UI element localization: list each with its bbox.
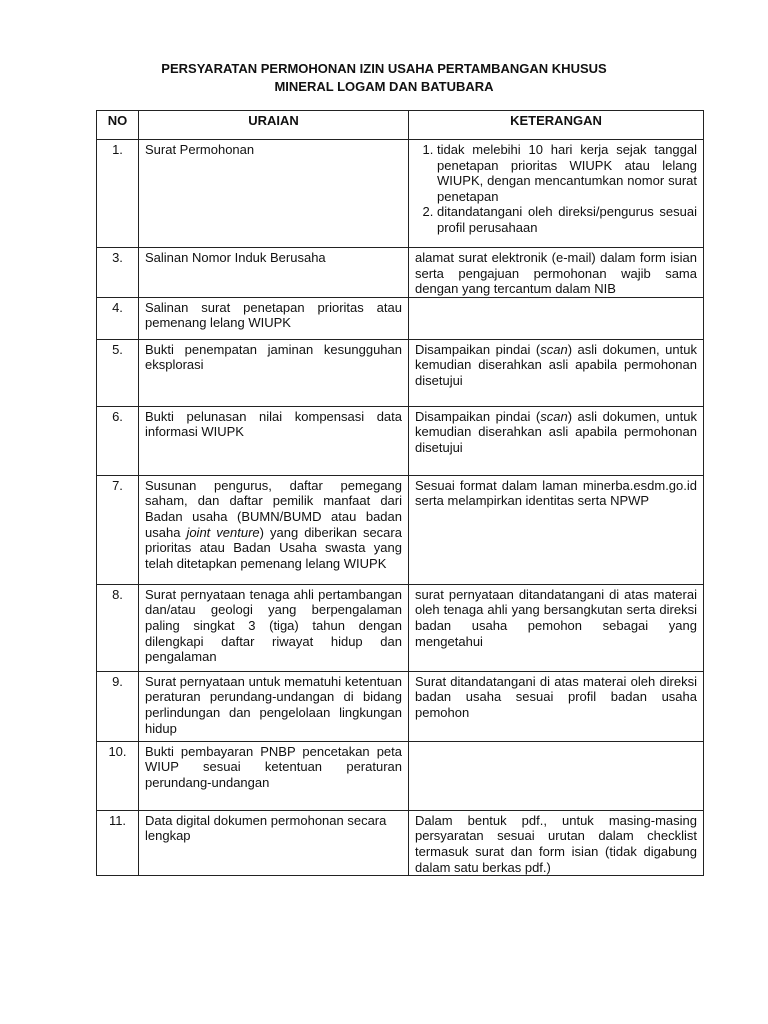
row-uraian: Data digital dokumen permohonan secara lengkap bbox=[139, 810, 409, 875]
row-number: 11. bbox=[97, 810, 139, 875]
table-row bbox=[97, 584, 704, 671]
row-keterangan bbox=[409, 741, 704, 810]
table-row bbox=[97, 339, 704, 406]
list-item: 1. tidak melebihi 10 hari kerja sejak tanggal penetapan prioritas WIUPK atau lelang WIUPK, dengan mencantumkan nomor surat penetapan bbox=[437, 142, 697, 204]
keterangan-text: Disampaikan pindai ( bbox=[415, 341, 541, 357]
table-row bbox=[97, 248, 704, 298]
row-keterangan bbox=[409, 339, 704, 406]
row-number: 7. bbox=[97, 475, 139, 584]
row-keterangan: Surat ditandatangani di atas materai oleh direksi badan usaha sesuai profil badan usaha pemohon bbox=[409, 671, 704, 741]
row-number: 3. bbox=[97, 248, 139, 298]
row-keterangan: surat pernyataan ditandatangani di atas materai oleh tenaga ahli yang bersangkutan serta direksi badan usaha pemohon sebagai yang mengetahui bbox=[409, 584, 704, 671]
keterangan-italic: scan bbox=[540, 408, 568, 424]
row-number: 10. bbox=[97, 741, 139, 810]
table-row bbox=[97, 297, 704, 339]
row-uraian: Salinan Nomor Induk Berusaha bbox=[139, 248, 409, 298]
row-number: 6. bbox=[97, 406, 139, 475]
requirements-table bbox=[96, 110, 704, 876]
header-uraian: URAIAN bbox=[139, 111, 409, 140]
row-number: 4. bbox=[97, 297, 139, 339]
table-row bbox=[97, 741, 704, 810]
row-number: 9. bbox=[97, 671, 139, 741]
row-uraian bbox=[139, 475, 409, 584]
row-number: 1. bbox=[97, 140, 139, 248]
header-keterangan: KETERANGAN bbox=[409, 111, 704, 140]
uraian-italic: joint venture bbox=[186, 524, 260, 540]
uraian-text: ) yang diberikan secara prioritas atau Badan Usaha swasta yang telah ditetapkan pemenang lelang WIUPK bbox=[145, 524, 402, 571]
row-keterangan: Dalam bentuk pdf., untuk masing-masing persyaratan sesuai urutan dalam checklist termasuk surat dan form isian (tidak digabung dalam satu berkas pdf.) bbox=[409, 810, 704, 875]
title-line-2: MINERAL LOGAM DAN BATUBARA bbox=[274, 79, 494, 94]
table-row bbox=[97, 810, 704, 875]
row-keterangan: Sesuai format dalam laman minerba.esdm.go.id serta melampirkan identitas serta NPWP bbox=[409, 475, 704, 584]
table-row bbox=[97, 140, 704, 248]
row-uraian: Salinan surat penetapan prioritas atau pemenang lelang WIUPK bbox=[139, 297, 409, 339]
table-header-row bbox=[97, 111, 704, 140]
row-number: 5. bbox=[97, 339, 139, 406]
row-uraian: Surat pernyataan untuk mematuhi ketentuan peraturan perundang-undangan di bidang perlindungan dan pengelolaan lingkungan hidup bbox=[139, 671, 409, 741]
row-uraian: Surat Permohonan bbox=[139, 140, 409, 248]
row-keterangan: alamat surat elektronik (e-mail) dalam form isian serta pengajuan permohonan wajib sama dengan yang tercantum dalam NIB bbox=[409, 248, 704, 298]
row-uraian: Bukti pembayaran PNBP pencetakan peta WIUP sesuai ketentuan peraturan perundang-undangan bbox=[139, 741, 409, 810]
row-keterangan bbox=[409, 297, 704, 339]
row-keterangan bbox=[409, 140, 704, 248]
table-row bbox=[97, 475, 704, 584]
document-title bbox=[0, 60, 768, 96]
keterangan-list bbox=[415, 142, 697, 236]
header-no: NO bbox=[97, 111, 139, 140]
keterangan-italic: scan bbox=[540, 341, 568, 357]
row-uraian: Surat pernyataan tenaga ahli pertambangan dan/atau geologi yang berpengalaman paling singkat 3 (tiga) tahun dengan dilengkapi daftar riwayat hidup dan pengalaman bbox=[139, 584, 409, 671]
row-uraian: Bukti penempatan jaminan kesungguhan eksplorasi bbox=[139, 339, 409, 406]
keterangan-text: ) asli dokumen, untuk kemudian diserahkan asli apabila permohonan disetujui bbox=[415, 341, 697, 388]
uraian-text: Susunan pengurus, daftar pemegang saham, dan daftar pemilik manfaat dari Badan usaha (BUMN/BUMD atau badan usaha bbox=[145, 477, 402, 540]
row-keterangan bbox=[409, 406, 704, 475]
table-row bbox=[97, 406, 704, 475]
list-item: 2. ditandatangani oleh direksi/pengurus sesuai profil perusahaan bbox=[437, 204, 697, 235]
table-row bbox=[97, 671, 704, 741]
keterangan-text: ) asli dokumen, untuk kemudian diserahkan asli apabila permohonan disetujui bbox=[415, 408, 697, 455]
row-number: 8. bbox=[97, 584, 139, 671]
keterangan-text: Disampaikan pindai ( bbox=[415, 408, 541, 424]
row-uraian: Bukti pelunasan nilai kompensasi data informasi WIUPK bbox=[139, 406, 409, 475]
title-line-1: PERSYARATAN PERMOHONAN IZIN USAHA PERTAMBANGAN KHUSUS bbox=[161, 61, 607, 76]
